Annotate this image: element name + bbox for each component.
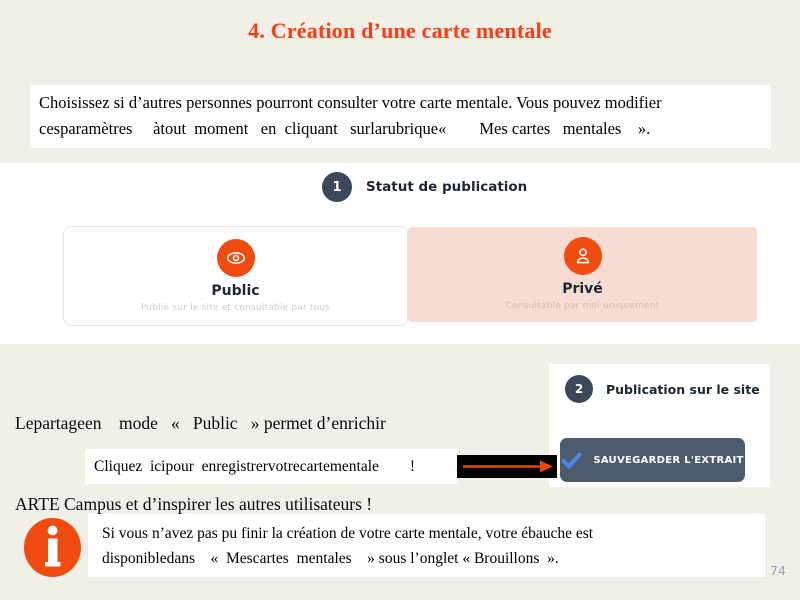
publication-status-panel: [0, 163, 800, 344]
site-publication-panel: [549, 364, 770, 487]
save-instruction-text: Cliquez icipour enregistrervotrecartementale !: [94, 457, 416, 475]
step-1-label: Statut de publication: [366, 179, 528, 195]
prive-option-description: Consultable par moi uniquement: [505, 301, 660, 311]
share-note-line-2: ARTE Campus et d’inspirer les autres utilisateurs !: [15, 494, 373, 514]
step-1-badge: 1: [322, 172, 352, 202]
step-2-label: Publication sur le site: [606, 381, 760, 397]
prive-option-label: Privé: [562, 281, 603, 297]
footer-line-2: disponibledans « Mescartes mentales » sous l’onglet « Brouillons ».: [102, 550, 559, 567]
page-number: 74: [770, 563, 786, 578]
info-icon: [24, 518, 81, 577]
user-icon: [564, 237, 602, 275]
page-title: 4. Création d’une carte mentale: [248, 18, 552, 43]
public-option-description: Publié sur le site et consultable par tous: [140, 303, 331, 313]
footer-note-box: [88, 514, 765, 577]
eye-icon: [217, 239, 255, 277]
public-option-card[interactable]: [63, 226, 408, 326]
share-note-line-1: Lepartageen mode « Public » permet d’enrichir: [15, 413, 386, 433]
step-1-header: [322, 172, 527, 202]
check-icon: [561, 452, 582, 469]
intro-line-1: Choisissez si d’autres personnes pourront consulter votre carte mentale. Vous pouvez modifier: [39, 93, 662, 112]
save-button-label: SAUVEGARDER L'EXTRAIT: [593, 454, 744, 466]
intro-text-box: [30, 85, 771, 148]
step-2-header: [565, 375, 760, 403]
prive-option-card[interactable]: [408, 227, 757, 322]
right-arrow-icon: [457, 455, 557, 478]
save-button[interactable]: [560, 438, 745, 482]
save-instruction-box: [85, 449, 458, 484]
footer-line-1: Si vous n’avez pas pu finir la création de votre carte mentale, votre ébauche est: [102, 525, 594, 542]
intro-line-2: cesparamètres àtout moment en cliquant surlarubrique« Mes cartes mentales ».: [39, 119, 651, 138]
arrow-annotation: [457, 455, 557, 478]
public-option-label: Public: [211, 283, 260, 299]
step-2-badge: 2: [565, 375, 593, 403]
